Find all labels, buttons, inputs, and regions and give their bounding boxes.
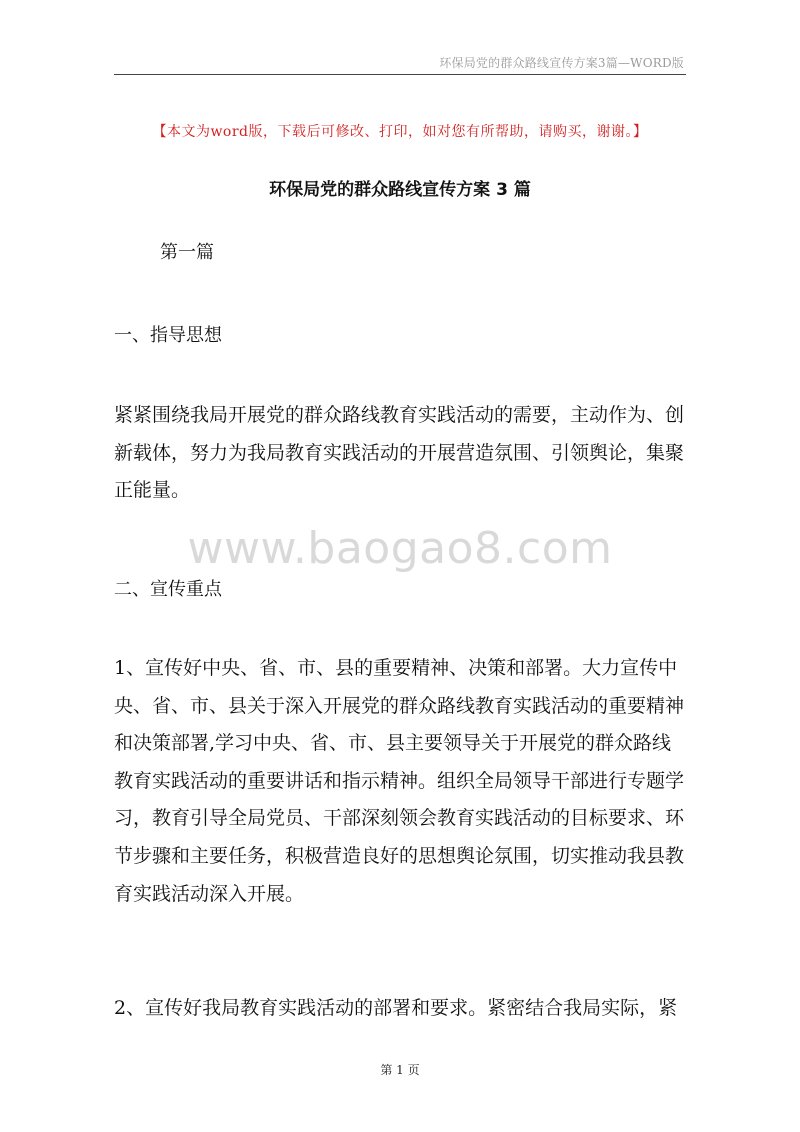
paragraph-line: 新载体，努力为我局教育实践活动的开展营造氛围、引领舆论，集聚 [114,441,685,464]
header-divider [114,74,686,75]
purchase-notice: 【本文为word版，下载后可修改、打印，如对您有所帮助，请购买，谢谢。】 [152,124,648,140]
paragraph-line: 育实践活动深入开展。 [114,882,305,905]
document-title: 环保局党的群众路线宣传方案 3 篇 [269,180,531,200]
paragraph-line: 教育实践活动的重要讲话和指示精神。组织全局领导干部进行专题学 [114,769,685,792]
paragraph-line: 1、宣传好中央、省、市、县的重要精神、决策和部署。大力宣传中 [114,657,678,679]
section-heading-guiding-ideology: 一、指导思想 [114,325,222,346]
part-label: 第一篇 [160,242,214,263]
section1-paragraph [114,397,686,510]
paragraph-line: 正能量。 [114,479,191,502]
page-number: 第 1 页 [380,1063,420,1077]
section2-item2-paragraph [114,990,686,1028]
paragraph-line: 和决策部署,学习中央、省、市、县主要领导关于开展党的群众路线 [114,732,672,755]
running-header: 环保局党的群众路线宣传方案3篇—WORD版 [439,56,684,70]
paragraph-line: 紧紧围绕我局开展党的群众路线教育实践活动的需要，主动作为、创 [114,404,685,426]
paragraph-line: 习，教育引导全局党员、干部深刻领会教育实践活动的目标要求、环 [114,807,685,830]
paragraph-line: 2、宣传好我局教育实践活动的部署和要求。紧密结合我局实际，紧 [114,997,678,1019]
paragraph-line: 央、省、市、县关于深入开展党的群众路线教育实践活动的重要精神 [114,694,685,717]
site-watermark: www.baogao8.com [187,523,613,574]
paragraph-line: 节步骤和主要任务，积极营造良好的思想舆论氛围，切实推动我县教 [114,844,685,867]
section-heading-publicity-focus: 二、宣传重点 [114,579,222,600]
section2-item1-paragraph [114,650,686,913]
